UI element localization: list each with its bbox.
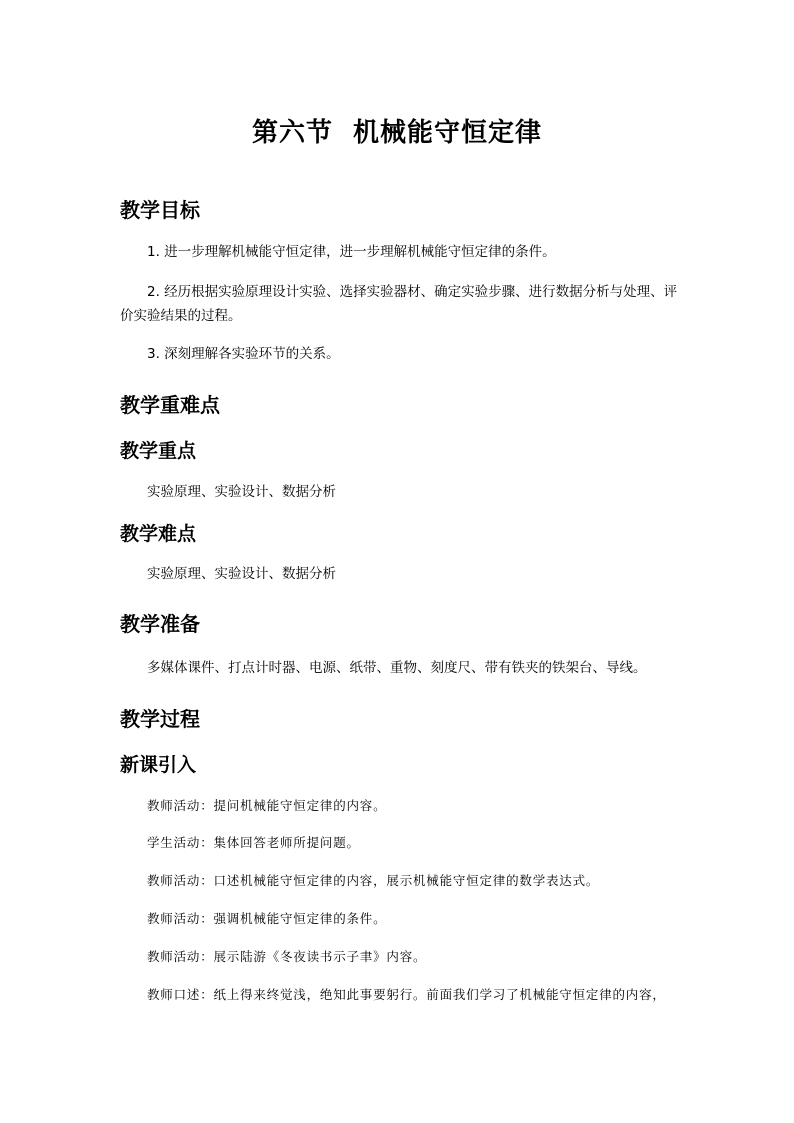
process-line-2: 学生活动：集体回答老师所提问题。 <box>147 835 360 850</box>
page-title: 第六节 机械能守恒定律 <box>251 118 543 148</box>
heading-objectives: 教学目标 <box>120 198 200 222</box>
objective-item-2: 2. 经历根据实验原理设计实验、选择实验器材、确定实验步骤、进行数据分析与处理、评价实验结果的过程。 <box>120 284 678 324</box>
process-line-3: 教师活动：口述机械能守恒定律的内容，展示机械能守恒定律的数学表达式。 <box>147 873 600 888</box>
objective-item-1: 1. 进一步理解机械能守恒定律，进一步理解机械能守恒定律的条件。 <box>147 244 556 260</box>
difficult-points-text: 实验原理、实验设计、数据分析 <box>147 566 336 582</box>
key-points-text: 实验原理、实验设计、数据分析 <box>147 484 336 500</box>
process-line-5: 教师活动：展示陆游《冬夜读书示子聿》内容。 <box>147 949 427 964</box>
process-line-6: 教师口述：纸上得来终觉浅，绝知此事要躬行。前面我们学习了机械能守恒定律的内容， <box>147 987 666 1002</box>
process-line-1: 教师活动：提问机械能守恒定律的内容。 <box>147 798 387 813</box>
heading-intro: 新课引入 <box>120 754 197 776</box>
process-line-4: 教师活动：强调机械能守恒定律的条件。 <box>147 911 387 926</box>
preparation-text: 多媒体课件、打点计时器、电源、纸带、重物、刻度尺、带有铁夹的铁架台、导线。 <box>147 660 647 676</box>
heading-difficult-points: 教学难点 <box>120 523 197 545</box>
heading-key-difficult: 教学重难点 <box>120 393 220 417</box>
heading-process: 教学过程 <box>120 707 200 731</box>
heading-key-points: 教学重点 <box>120 440 197 462</box>
heading-preparation: 教学准备 <box>120 612 200 636</box>
objective-item-3: 3. 深刻理解各实验环节的关系。 <box>147 346 340 362</box>
